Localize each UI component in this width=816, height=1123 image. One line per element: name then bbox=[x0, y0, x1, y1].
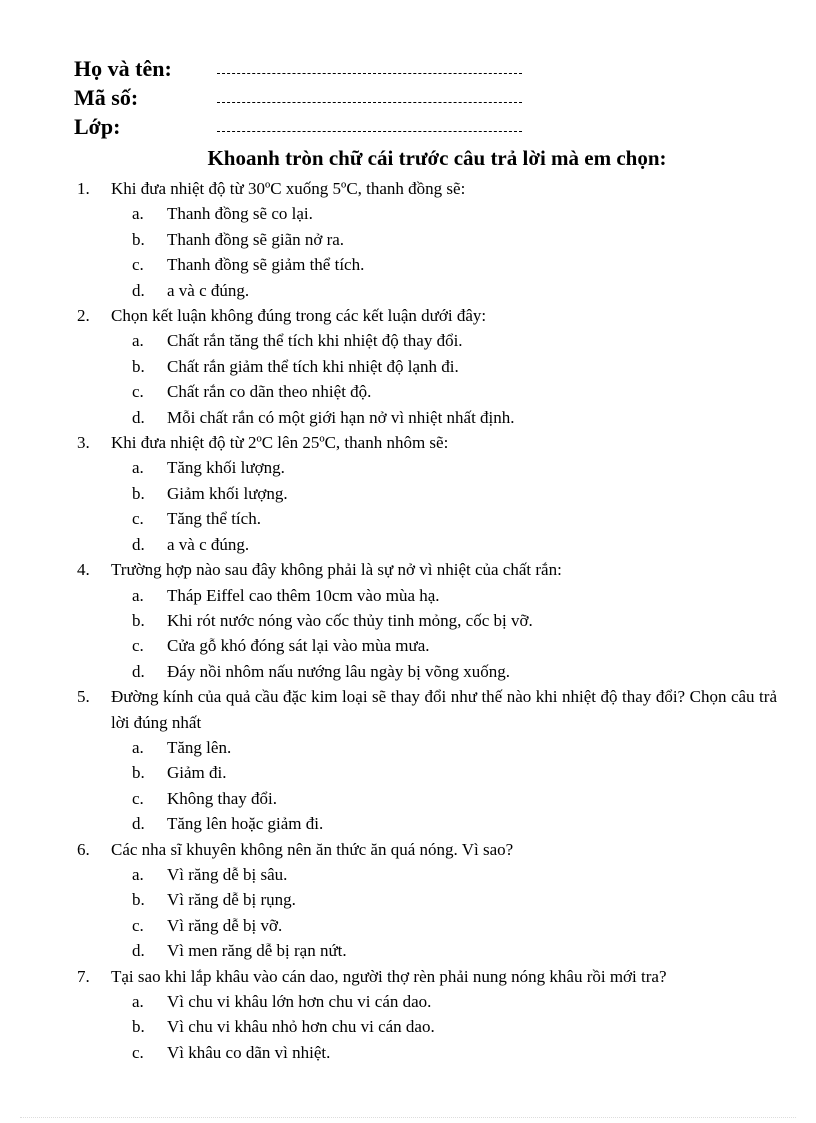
option-text: Chất rắn tăng thể tích khi nhiệt độ thay đổi. bbox=[167, 331, 463, 351]
question-number: 3. bbox=[77, 433, 90, 453]
option-letter: b. bbox=[132, 610, 145, 630]
name-label: Họ và tên: bbox=[74, 56, 172, 81]
option-letter: a. bbox=[132, 737, 144, 757]
question-stem bbox=[77, 964, 777, 989]
option-text: Giảm đi. bbox=[167, 763, 227, 783]
option-text: Vì khâu co dãn vì nhiệt. bbox=[167, 1042, 331, 1062]
answer-option[interactable] bbox=[77, 583, 777, 608]
question-number: 2. bbox=[77, 306, 90, 326]
question-7 bbox=[77, 964, 777, 1066]
option-letter: d. bbox=[132, 661, 145, 681]
answer-option[interactable] bbox=[77, 227, 777, 252]
question-6 bbox=[77, 837, 777, 964]
answer-option[interactable] bbox=[77, 887, 777, 912]
option-text: Vì răng dễ bị vỡ. bbox=[167, 915, 283, 935]
answer-option[interactable] bbox=[77, 989, 777, 1014]
option-text: Tháp Eiffel cao thêm 10cm vào mùa hạ. bbox=[167, 585, 440, 605]
answer-option[interactable] bbox=[77, 735, 777, 760]
option-letter: a. bbox=[132, 204, 144, 224]
question-stem bbox=[77, 176, 777, 201]
question-number: 5. bbox=[77, 687, 90, 707]
option-letter: d. bbox=[132, 280, 145, 300]
answer-option[interactable] bbox=[77, 379, 777, 404]
question-text: Khi đưa nhiệt độ từ 30ºC xuống 5ºC, thanh đồng sẽ: bbox=[111, 179, 466, 198]
option-text: Mỗi chất rắn có một giới hạn nở vì nhiệt nhất định. bbox=[167, 407, 515, 427]
option-text: Thanh đồng sẽ giảm thể tích. bbox=[167, 255, 365, 275]
question-stem bbox=[77, 684, 777, 735]
answer-option[interactable] bbox=[77, 481, 777, 506]
option-text: Tăng lên hoặc giảm đi. bbox=[167, 814, 324, 834]
question-4 bbox=[77, 557, 777, 684]
option-text: Không thay đổi. bbox=[167, 788, 278, 808]
answer-option[interactable] bbox=[77, 862, 777, 887]
option-letter: a. bbox=[132, 864, 144, 884]
option-letter: c. bbox=[132, 915, 144, 935]
option-letter: d. bbox=[132, 814, 145, 834]
question-text: Khi đưa nhiệt độ từ 2ºC lên 25ºC, thanh nhôm sẽ: bbox=[111, 433, 449, 453]
id-label: Mã số: bbox=[74, 85, 139, 110]
page-bottom-rule bbox=[20, 1117, 796, 1118]
instruction-heading: Khoanh tròn chữ cái trước câu trả lời mà em chọn: bbox=[207, 146, 667, 170]
answer-option[interactable] bbox=[77, 506, 777, 531]
answer-option[interactable] bbox=[77, 913, 777, 938]
option-text: Vì chu vi khâu nhỏ hơn chu vi cán dao. bbox=[167, 1017, 435, 1037]
student-info-header bbox=[74, 56, 522, 143]
question-2 bbox=[77, 303, 777, 430]
option-letter: b. bbox=[132, 890, 145, 910]
question-number: 4. bbox=[77, 560, 90, 580]
option-text: Vì răng dễ bị rụng. bbox=[167, 890, 296, 910]
question-5 bbox=[77, 684, 777, 836]
class-row bbox=[74, 114, 522, 143]
answer-option[interactable] bbox=[77, 354, 777, 379]
answer-option[interactable] bbox=[77, 1040, 777, 1065]
option-letter: a. bbox=[132, 992, 144, 1011]
question-stem bbox=[77, 430, 777, 455]
option-letter: a. bbox=[132, 585, 144, 605]
question-text: Các nha sĩ khuyên không nên ăn thức ăn quá nóng. Vì sao? bbox=[111, 839, 514, 859]
option-letter: b. bbox=[132, 763, 145, 783]
option-letter: a. bbox=[132, 458, 144, 478]
option-text: Vì chu vi khâu lớn hơn chu vi cán dao. bbox=[167, 992, 432, 1011]
answer-option[interactable] bbox=[77, 278, 777, 303]
option-letter: c. bbox=[132, 1042, 144, 1062]
answer-option[interactable] bbox=[77, 532, 777, 557]
option-text: Chất rắn co dãn theo nhiệt độ. bbox=[167, 382, 372, 402]
option-text: Giảm khối lượng. bbox=[167, 483, 288, 503]
option-letter: a. bbox=[132, 331, 144, 351]
option-letter: c. bbox=[132, 255, 144, 275]
option-text: Thanh đồng sẽ co lại. bbox=[167, 204, 313, 224]
question-text: Đường kính của quả cầu đặc kim loại sẽ thay đổi như thế nào khi nhiệt độ thay đổi? Chọn câu trả lời đúng nhất bbox=[111, 687, 777, 732]
answer-option[interactable] bbox=[77, 252, 777, 277]
answer-option[interactable] bbox=[77, 786, 777, 811]
option-text: a và c đúng. bbox=[167, 534, 250, 554]
name-blank-line[interactable] bbox=[217, 59, 522, 74]
option-letter: d. bbox=[132, 534, 145, 554]
answer-option[interactable] bbox=[77, 659, 777, 684]
question-list bbox=[77, 176, 777, 1065]
option-text: Tăng thể tích. bbox=[167, 509, 261, 529]
option-letter: d. bbox=[132, 407, 145, 427]
question-text: Trường hợp nào sau đây không phải là sự nở vì nhiệt của chất rắn: bbox=[111, 560, 562, 580]
option-text: Vì men răng dễ bị rạn nứt. bbox=[167, 941, 347, 961]
option-text: Tăng lên. bbox=[167, 737, 232, 757]
class-label: Lớp: bbox=[74, 114, 121, 139]
answer-option[interactable] bbox=[77, 201, 777, 226]
question-stem bbox=[77, 557, 777, 582]
option-text: Tăng khối lượng. bbox=[167, 458, 285, 478]
option-text: Chất rắn giảm thể tích khi nhiệt độ lạnh đi. bbox=[167, 356, 459, 376]
option-text: Cửa gỗ khó đóng sát lại vào mùa mưa. bbox=[167, 636, 430, 656]
option-text: Thanh đồng sẽ giãn nở ra. bbox=[167, 229, 345, 249]
answer-option[interactable] bbox=[77, 608, 777, 633]
option-text: Khi rót nước nóng vào cốc thủy tinh mỏng, cốc bị vỡ. bbox=[167, 610, 533, 630]
name-row bbox=[74, 56, 522, 85]
option-letter: c. bbox=[132, 382, 144, 402]
question-number: 6. bbox=[77, 839, 90, 859]
option-letter: b. bbox=[132, 229, 145, 249]
question-number: 7. bbox=[77, 966, 90, 986]
option-letter: c. bbox=[132, 509, 144, 529]
answer-option[interactable] bbox=[77, 328, 777, 353]
answer-option[interactable] bbox=[77, 811, 777, 836]
question-1 bbox=[77, 176, 777, 303]
answer-option[interactable] bbox=[77, 405, 777, 430]
answer-option[interactable] bbox=[77, 760, 777, 785]
question-3 bbox=[77, 430, 777, 557]
option-text: Vì răng dễ bị sâu. bbox=[167, 864, 288, 884]
question-text: Chọn kết luận không đúng trong các kết luận dưới đây: bbox=[111, 306, 487, 326]
option-letter: d. bbox=[132, 941, 145, 961]
question-text: Tại sao khi lắp khâu vào cán dao, người thợ rèn phải nung nóng khâu rồi mới tra? bbox=[111, 966, 667, 986]
option-letter: b. bbox=[132, 1017, 145, 1037]
id-blank-line[interactable] bbox=[217, 88, 522, 103]
option-text: Đáy nồi nhôm nấu nướng lâu ngày bị võng xuống. bbox=[167, 661, 511, 681]
option-letter: c. bbox=[132, 788, 144, 808]
option-text: a và c đúng. bbox=[167, 280, 250, 300]
option-letter: b. bbox=[132, 483, 145, 503]
option-letter: b. bbox=[132, 356, 145, 376]
answer-option[interactable] bbox=[77, 938, 777, 963]
question-stem bbox=[77, 837, 777, 862]
answer-option[interactable] bbox=[77, 633, 777, 658]
question-number: 1. bbox=[77, 179, 90, 198]
answer-option[interactable] bbox=[77, 455, 777, 480]
answer-option[interactable] bbox=[77, 1014, 777, 1039]
question-stem bbox=[77, 303, 777, 328]
option-letter: c. bbox=[132, 636, 144, 656]
class-blank-line[interactable] bbox=[217, 117, 522, 132]
id-row bbox=[74, 85, 522, 114]
